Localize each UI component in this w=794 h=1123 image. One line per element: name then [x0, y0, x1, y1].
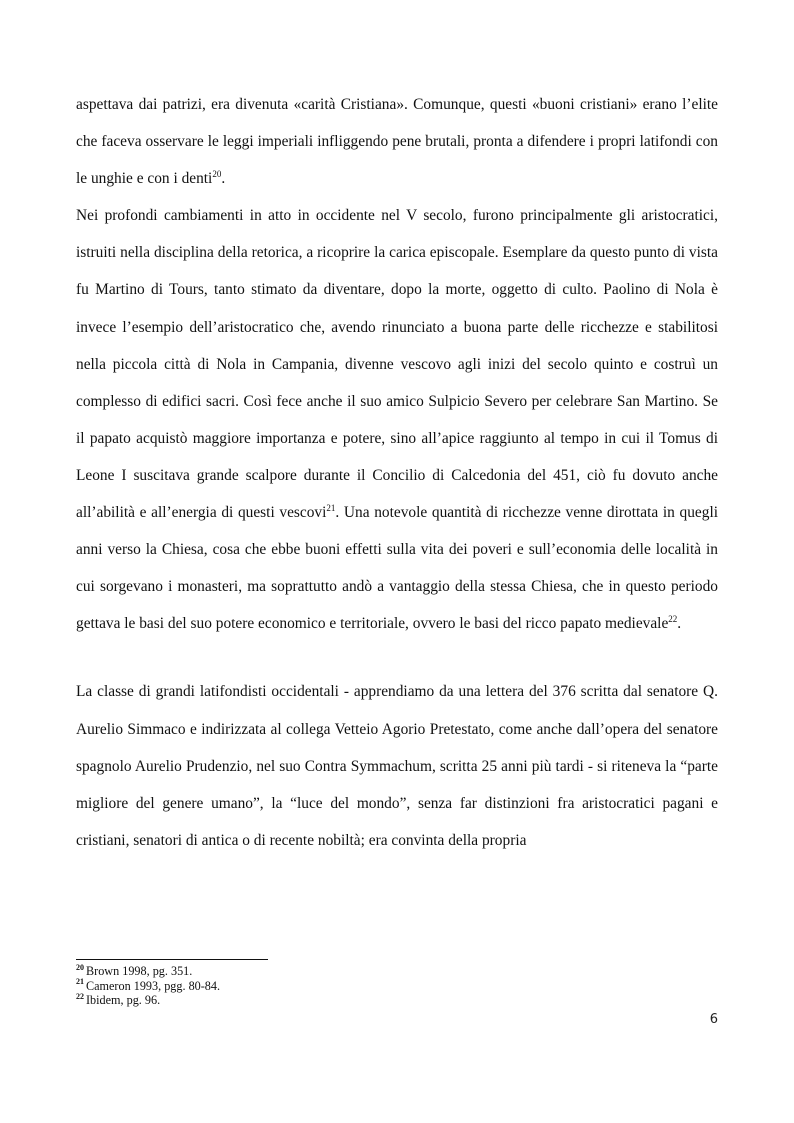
paragraph-2-text-2: . Una notevole quantità di ricchezze venne dirottata in quegli anni verso la Chiesa, cosa che ebbe buoni effetti sulla vita dei poveri e sull’economia delle località in cui sorgevano i monasteri, ma soprattutto andò a vantaggio della stessa Chiesa, che in questo periodo gettava le basi del suo potere economico e territoriale, ovvero le basi del ricco papato medievale [76, 504, 718, 633]
footnote-separator [76, 959, 268, 960]
footnote-20 [76, 964, 476, 979]
paragraph-2-text-1: Nei profondi cambiamenti in atto in occidente nel V secolo, furono principalmente gli aristocratici, istruiti nella disciplina della retorica, a ricoprire la carica episcopale. Esemplare da questo punto di vista fu Martino di Tours, tanto stimato da diventare, dopo la morte, oggetto di culto. Paolino di Nola è invece l’esempio dell’aristocratico che, avendo rinunciato a buona parte delle ricchezze e stabilitosi nella piccola città di Nola in Campania, divenne vescovo agli inizi del secolo quinto e costruì un complesso di edifici sacri. Così fece anche il suo amico Sulpicio Severo per celebrare San Martino. Se il papato acquistò maggiore importanza e potere, sino all’apice raggiunto al tempo in cui il Tomus di Leone I suscitava grande scalpore durante il Concilio di Calcedonia del 451, ciò fu dovuto anche all’abilità e all’energia di questi vescovi [76, 207, 718, 522]
paragraph-2 [76, 197, 718, 642]
paragraph-1-text: aspettava dai patrizi, era divenuta «carità Cristiana». Comunque, questi «buoni cristiani» erano l’elite che faceva osservare le leggi imperiali infliggendo pene brutali, pronta a difendere i propri latifondi con le unghie e con i denti [76, 96, 718, 188]
paragraph-3-text: La classe di grandi latifondisti occidentali - apprendiamo da una lettera del 376 scritta dal senatore Q. Aurelio Simmaco e indirizzata al collega Vetteio Agorio Pretestato, come anche dall’opera del senatore spagnolo Aurelio Prudenzio, nel suo Contra Symmachum, scritta 25 anni più tardi - si riteneva la “parte migliore del genere umano”, la “luce del mondo”, senza far distinzioni fra aristocratici pagani e cristiani, senatori di antica o di recente nobiltà; era convinta della propria [76, 683, 718, 849]
page-number: 6 [709, 1012, 718, 1027]
paragraph-3 [76, 673, 718, 858]
footnote-number: 21 [76, 977, 84, 987]
footnote-21 [76, 979, 476, 994]
footnote-ref-21[interactable]: 21 [326, 502, 336, 513]
footnote-number: 20 [76, 962, 84, 972]
paragraph-1 [76, 86, 718, 197]
footnote-text: Brown 1998, pg. 351. [86, 964, 193, 978]
document-body [76, 86, 718, 859]
footnote-ref-20[interactable]: 20 [212, 169, 222, 180]
footnote-text: Cameron 1993, pgg. 80-84. [86, 978, 221, 993]
footnote-ref-22[interactable]: 22 [668, 614, 678, 625]
footnote-number: 22 [76, 991, 84, 1001]
footnote-22 [76, 993, 476, 1008]
footnote-text: Ibidem, pg. 96. [86, 993, 161, 1007]
footnotes [76, 964, 476, 1008]
paragraph-1-tail: . [221, 170, 226, 188]
paragraph-2-tail: . [677, 615, 682, 633]
